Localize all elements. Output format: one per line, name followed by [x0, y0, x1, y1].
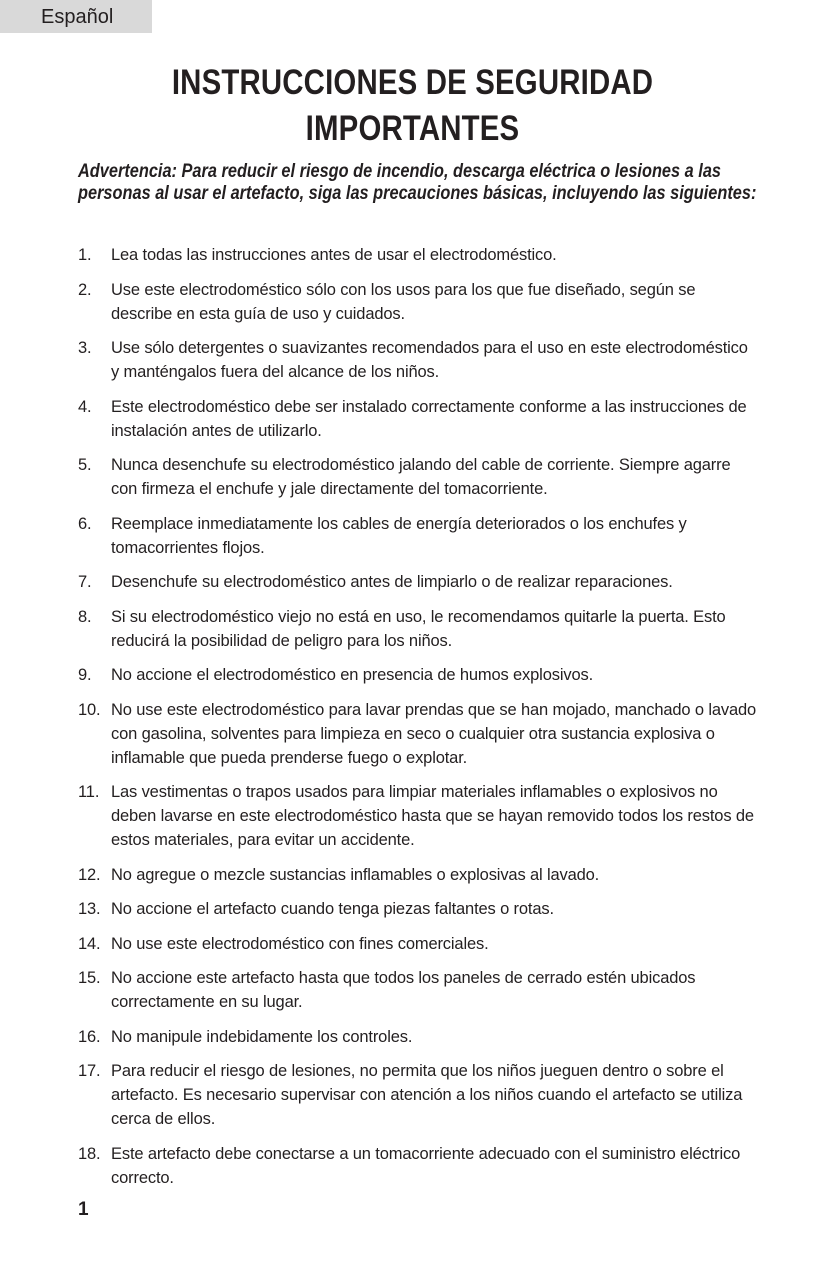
list-item-text: No accione este artefacto hasta que todos los paneles de cerrado estén ubicados correctamente en su lugar.: [111, 969, 696, 1011]
list-item: [78, 243, 758, 267]
warning-content: Advertencia: Para reducir el riesgo de incendio, descarga eléctrica o lesiones a las personas al usar el artefacto, siga las precauciones básicas, incluyendo las siguientes:: [78, 161, 757, 204]
list-item-number: 16.: [78, 1027, 101, 1046]
list-item-number: 18.: [78, 1144, 101, 1163]
list-item-text: No agregue o mezcle sustancias inflamables o explosivas al lavado.: [111, 865, 600, 884]
page-title: [66, 60, 759, 152]
list-item: [78, 663, 758, 687]
list-item-text: No manipule indebidamente los controles.: [111, 1027, 413, 1046]
list-item-number: 2.: [78, 280, 92, 299]
list-item-text: Este artefacto debe conectarse a un tomacorriente adecuado con el suministro eléctrico correcto.: [111, 1144, 741, 1187]
warning-text: [78, 161, 766, 205]
list-item-number: 9.: [78, 666, 92, 684]
list-item-number: 14.: [78, 934, 101, 953]
list-item: [78, 512, 758, 560]
list-item-number: 6.: [78, 514, 92, 533]
list-item: [78, 336, 758, 384]
list-item: [78, 1059, 758, 1131]
list-item: [78, 698, 758, 770]
list-item-number: 4.: [78, 397, 92, 416]
list-item-number: 10.: [78, 700, 101, 719]
list-item-number: 17.: [78, 1062, 101, 1080]
language-tab: Español: [0, 0, 152, 33]
list-item: [78, 932, 758, 956]
list-item: [78, 780, 758, 852]
list-item: [78, 453, 758, 501]
list-item: [78, 570, 758, 594]
list-item-number: 7.: [78, 573, 92, 591]
list-item-text: No use este electrodoméstico con fines comerciales.: [111, 934, 489, 953]
list-item-text: Use sólo detergentes o suavizantes recomendados para el uso en este electrodoméstico y manténgalos fuera del alcance de los niños.: [111, 339, 748, 381]
list-item-text: No accione el electrodoméstico en presencia de humos explosivos.: [111, 666, 594, 684]
list-item-text: Si su electrodoméstico viejo no está en uso, le recomendamos quitarle la puerta. Esto reducirá la posibilidad de peligro para los niños.: [111, 607, 726, 650]
page-number: 1: [78, 1199, 89, 1220]
list-item-text: Nunca desenchufe su electrodoméstico jalando del cable de corriente. Siempre agarre con firmeza el enchufe y jale directamente del tomacorriente.: [111, 456, 731, 498]
list-item-text: Este electrodoméstico debe ser instalado correctamente conforme a las instrucciones de instalación antes de utilizarlo.: [111, 397, 747, 440]
list-item-text: Para reducir el riesgo de lesiones, no permita que los niños jueguen dentro o sobre el artefacto. Es necesario supervisar con atención a los niños cuando el artefacto se utiliza cerca de ellos.: [111, 1062, 743, 1128]
list-item-number: 1.: [78, 246, 92, 264]
list-item: [78, 1142, 758, 1190]
list-item: [78, 605, 758, 653]
list-item-number: 13.: [78, 900, 101, 918]
safety-instructions-list: [78, 243, 758, 1200]
list-item-number: 8.: [78, 607, 92, 626]
list-item-number: 15.: [78, 969, 101, 987]
list-item: [78, 863, 758, 887]
list-item-number: 11.: [78, 783, 100, 801]
list-item-text: Las vestimentas o trapos usados para limpiar materiales inflamables o explosivos no deben lavarse en este electrodoméstico hasta que se hayan removido todos los restos de estos materiales, para evitar un accidente.: [111, 783, 754, 849]
list-item-text: Lea todas las instrucciones antes de usar el electrodoméstico.: [111, 246, 557, 264]
list-item-number: 5.: [78, 456, 92, 474]
list-item-text: No accione el artefacto cuando tenga piezas faltantes o rotas.: [111, 900, 554, 918]
page-title-line1: INSTRUCCIONES DE SEGURIDAD: [171, 63, 654, 102]
list-item-number: 12.: [78, 865, 101, 884]
list-item-number: 3.: [78, 339, 92, 357]
list-item: [78, 966, 758, 1014]
list-item-text: No use este electrodoméstico para lavar prendas que se han mojado, manchado o lavado con gasolina, solventes para limpieza en seco o cualquier otra sustancia explosiva o inflamable que pueda prenderse fuego o explotar.: [111, 700, 757, 767]
list-item-text: Reemplace inmediatamente los cables de energía deteriorados o los enchufes y tomacorrientes flojos.: [111, 514, 687, 557]
list-item: [78, 1025, 758, 1049]
list-item-text: Use este electrodoméstico sólo con los usos para los que fue diseñado, según se describe en esta guía de uso y cuidados.: [111, 280, 696, 323]
page-title-line2: IMPORTANTES: [305, 109, 520, 148]
list-item-text: Desenchufe su electrodoméstico antes de limpiarlo o de realizar reparaciones.: [111, 573, 673, 591]
list-item: [78, 897, 758, 921]
list-item: [78, 278, 758, 326]
list-item: [78, 395, 758, 443]
